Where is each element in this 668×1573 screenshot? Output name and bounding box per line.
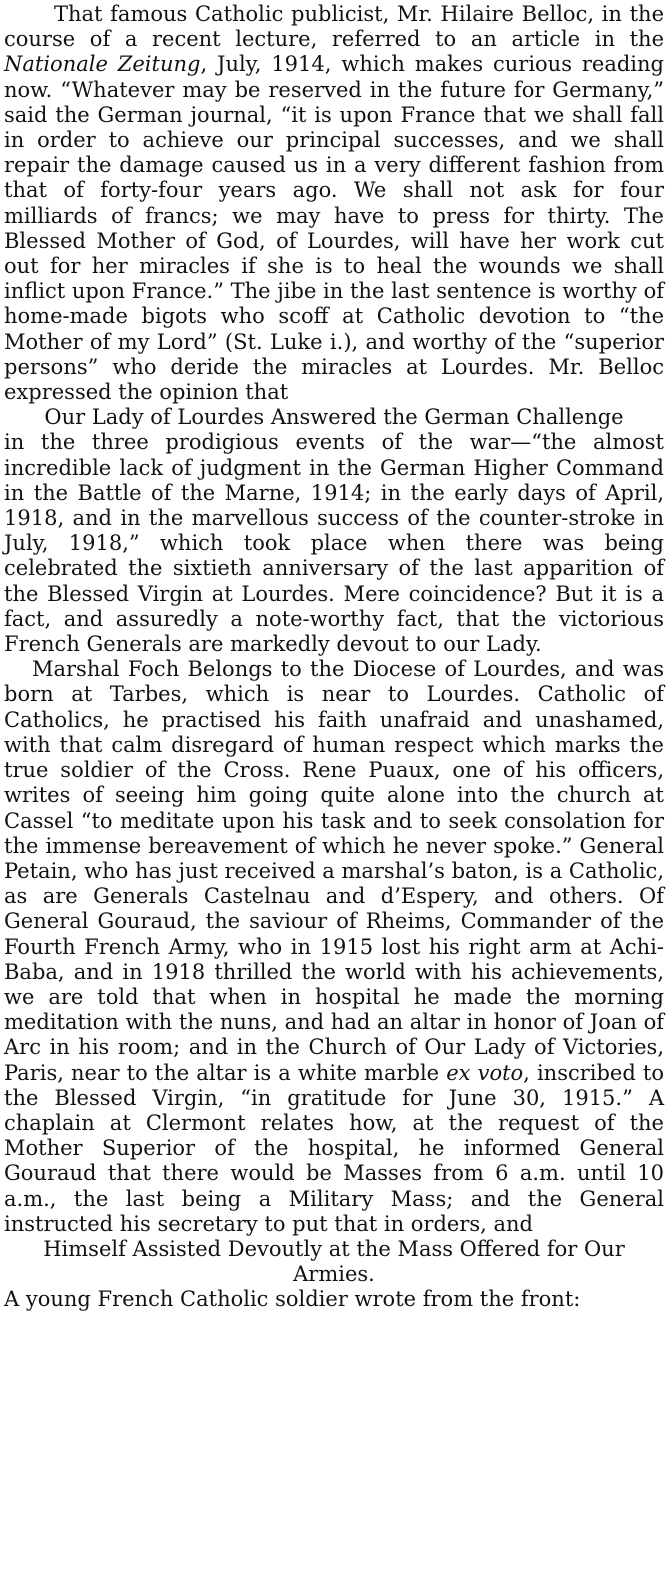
- paragraph-text: , inscribed to the Blessed Virgin, “in gratitude for June 30, 1915.” A chaplain at Clermont relates how, at the request of the Mother Superior of the hospital, he informed General Gouraud that there would be Masses from 6 a.m. until 10 a.m., the last being a Military Mass; and the General instructed his secretary to put that in orders, and: [4, 1060, 664, 1236]
- paragraph-belloc-lecture: [4, 2, 664, 405]
- paragraph-marshal-foch: [4, 657, 664, 1237]
- paragraph-text: , July, 1914, which makes curious reading now. “Whatever may be reserved in the future for Germany,” said the German journal, “it is upon France that we shall fall in order to achieve our principal successes, and we shall repair the damage caused us in a very different fashion from that of forty-four years ago. We shall not ask for four milliards of francs; we may have to press for thirty. The Blessed Mother of God, of Lourdes, will have her work cut out for her miracles if she is to heal the wounds we shall inflict upon France.” The jibe in the last sentence is worthy of home-made bigots who scoff at Catholic devotion to “the Mother of my Lord” (St. Luke i.), and worthy of the “superior persons” who deride the miracles at Lourdes. Mr. Belloc expressed the opinion that: [4, 52, 664, 405]
- paragraph-prodigious-events: in the three prodigious events of the war—“the almost incredible lack of judgment in the German Higher Command in the Battle of the Marne, 1914; in the early days of April, 1918, and in the marvellous success of the counter-stroke in July, 1918,” which took place when there was being celebrated the sixtieth anniversary of the last apparition of the Blessed Virgin at Lourdes. Mere coincidence? But it is a fact, and assuredly a note-worthy fact, that the victorious French Generals are markedly devout to our Lady.: [4, 430, 664, 657]
- paragraph-text: Marshal Foch Belongs to the Diocese of Lourdes, and was born at Tarbes, which is near to Lourdes. Catholic of Catholics, he practised his faith unafraid and unashamed, with that calm disregard of human respect which marks the true soldier of the Cross. Rene Puaux, one of his officers, writes of seeing him going quite alone into the church at Cassel “to meditate upon his task and to seek consolation for the immense bereavement of which he never spoke.” General Petain, who has just received a marshal’s baton, is a Catholic, as are Generals Castelnau and d’Espery, and others. Of General Gouraud, the saviour of Rheims, Commander of the Fourth French Army, who in 1915 lost his right arm at Achi-Baba, and in 1918 thrilled the world with his achievements, we are told that when in hospital he made the morning meditation with the nuns, and had an altar in honor of Joan of Arc in his room; and in the Church of Our Lady of Victories, Paris, near to the altar is a white marble: [4, 657, 664, 1085]
- subheading-our-lady-of-lourdes: Our Lady of Lourdes Answered the German Challenge: [44, 405, 624, 430]
- paragraph-young-soldier: A young French Catholic soldier wrote from the front:: [4, 1287, 581, 1312]
- ex-voto-term: ex voto: [446, 1060, 524, 1085]
- newspaper-title: Nationale Zeitung: [4, 52, 201, 77]
- paragraph-text: That famous Catholic publicist, Mr. Hilaire Belloc, in the course of a recent lecture, referred to an article in the: [4, 2, 664, 52]
- subheading-mass-for-armies: Himself Assisted Devoutly at the Mass Offered for Our Armies.: [43, 1236, 625, 1287]
